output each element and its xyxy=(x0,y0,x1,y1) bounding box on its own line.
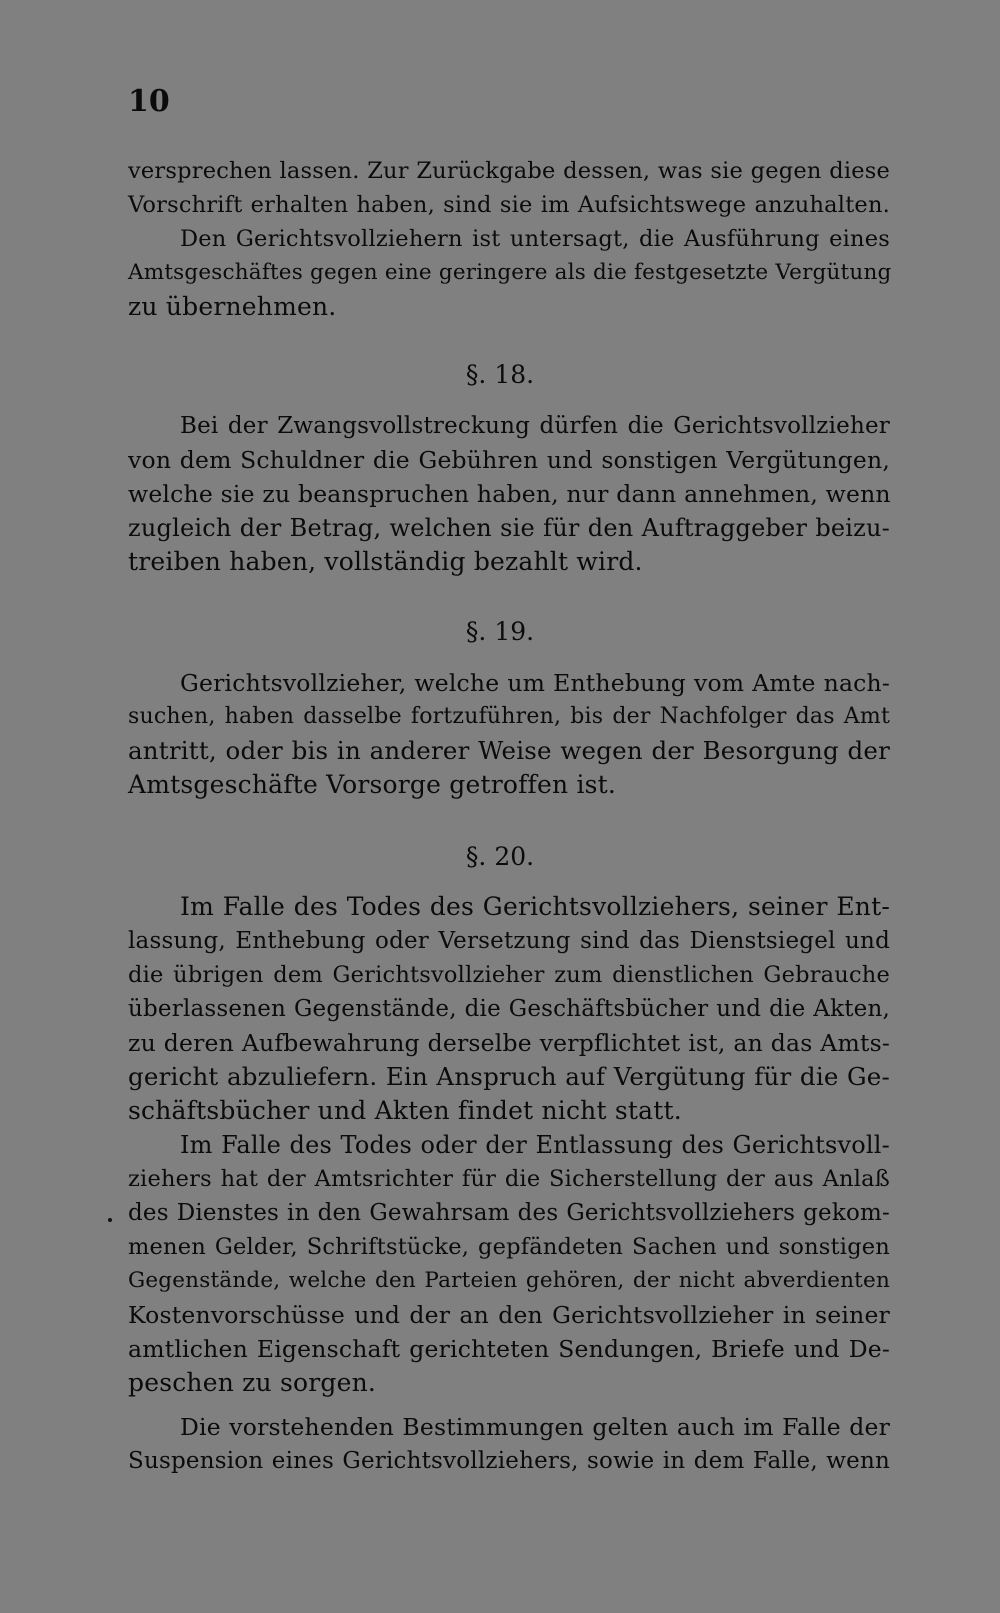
paragraph-line: versprechen lassen. Zur Zurückgabe dessen, was sie gegen diese xyxy=(128,158,890,184)
paragraph-line: amtlichen Eigenschaft gerichteten Sendungen, Briefe und De- xyxy=(128,1335,890,1363)
paragraph-line: Suspension eines Gerichtsvollziehers, sowie in dem Falle, wenn xyxy=(128,1448,890,1474)
paragraph-line: von dem Schuldner die Gebühren und sonstigen Vergütungen, xyxy=(128,446,890,474)
paragraph-line: die übrigen dem Gerichtsvollzieher zum dienstlichen Gebrauche xyxy=(128,962,890,988)
section-heading-20: §. 20. xyxy=(465,842,535,871)
paragraph-line: treiben haben, vollständig bezahlt wird. xyxy=(128,547,643,576)
paragraph-line: Kostenvorschüsse und der an den Gerichtsvollzieher in seiner xyxy=(128,1301,890,1329)
section-heading-19: §. 19. xyxy=(465,617,535,646)
paragraph-line: antritt, oder bis in anderer Weise wegen der Besorgung der xyxy=(128,736,890,765)
paragraph-line: suchen, haben dasselbe fortzuführen, bis der Nachfolger das Amt xyxy=(128,704,890,729)
paragraph-line: Amtsgeschäfte Vorsorge getroffen ist. xyxy=(128,770,617,799)
paragraph-line: ziehers hat der Amtsrichter für die Sicherstellung der aus Anlaß xyxy=(128,1166,890,1192)
paragraph-line: Bei der Zwangsvollstreckung dürfen die Gerichtsvollzieher xyxy=(180,413,890,439)
paragraph-line: Im Falle des Todes des Gerichtsvollziehers, seiner Ent- xyxy=(180,892,890,921)
paragraph-line: zugleich der Betrag, welchen sie für den Auftraggeber beizu- xyxy=(128,514,890,542)
paragraph-line: überlassenen Gegenstände, die Geschäftsbücher und die Akten, xyxy=(128,996,890,1022)
paragraph-line: welche sie zu beanspruchen haben, nur dann annehmen, wenn xyxy=(128,480,891,508)
paragraph-line: zu übernehmen. xyxy=(128,292,337,321)
paragraph-line: Im Falle des Todes oder der Entlassung des Gerichtsvoll- xyxy=(180,1131,890,1159)
paragraph-line: Den Gerichtsvollziehern ist untersagt, die Ausführung eines xyxy=(180,226,890,252)
paragraph-line: Gerichtsvollzieher, welche um Enthebung vom Amte nach- xyxy=(180,669,890,697)
page-number: 10 xyxy=(128,84,170,119)
paragraph-line: menen Gelder, Schriftstücke, gepfändeten Sachen und sonstigen xyxy=(128,1234,890,1260)
paragraph-line: schäftsbücher und Akten findet nicht statt. xyxy=(128,1096,682,1125)
ink-speck xyxy=(108,1218,112,1222)
paragraph-line: zu deren Aufbewahrung derselbe verpflichtet ist, an das Amts- xyxy=(128,1029,890,1057)
paragraph-line: Gegenstände, welche den Parteien gehören, der nicht abverdienten xyxy=(128,1268,890,1293)
paragraph-line: peschen zu sorgen. xyxy=(128,1368,377,1397)
section-heading-18: §. 18. xyxy=(465,360,535,389)
paragraph-line: des Dienstes in den Gewahrsam des Gerichtsvollziehers gekom- xyxy=(128,1200,890,1226)
paragraph-line: gericht abzuliefern. Ein Anspruch auf Vergütung für die Ge- xyxy=(128,1062,890,1091)
paragraph-line: Vorschrift erhalten haben, sind sie im Aufsichtswege anzuhalten. xyxy=(128,192,890,218)
paragraph-line: Die vorstehenden Bestimmungen gelten auch im Falle der xyxy=(180,1413,890,1441)
paragraph-line: lassung, Enthebung oder Versetzung sind das Dienstsiegel und xyxy=(128,928,890,954)
paragraph-line: Amtsgeschäftes gegen eine geringere als die festgesetzte Vergütung xyxy=(128,260,892,285)
